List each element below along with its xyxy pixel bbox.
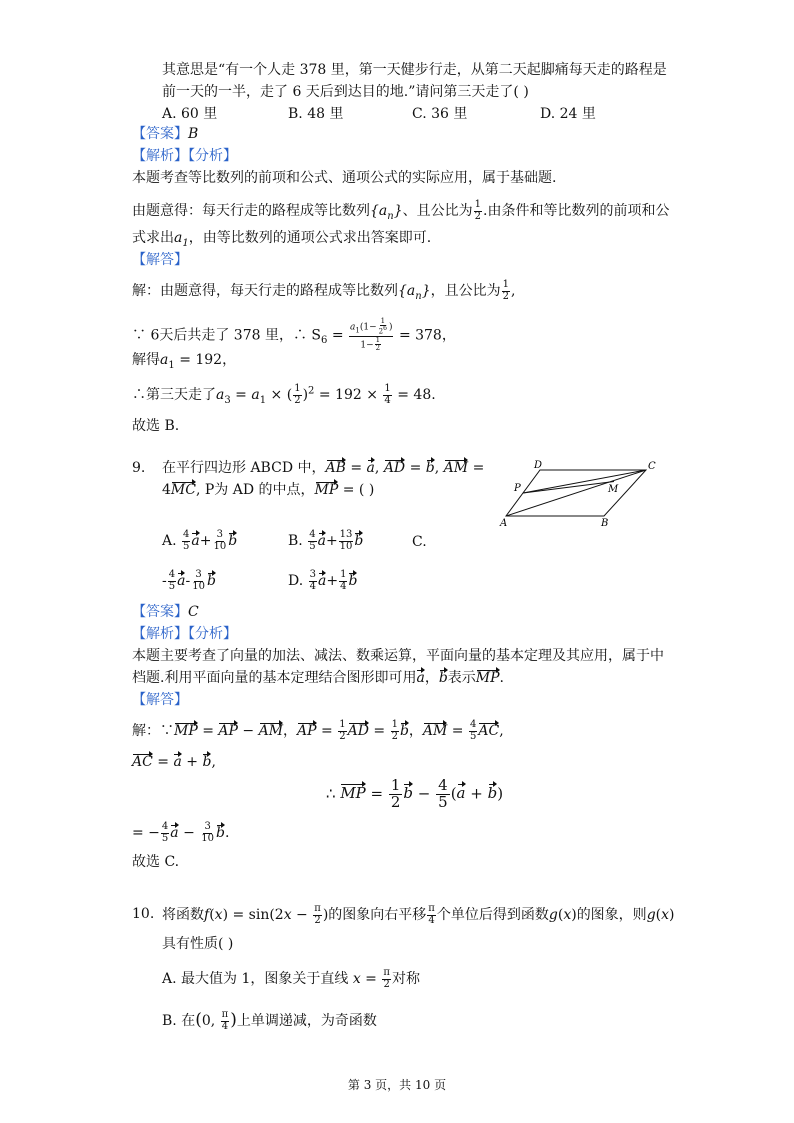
q8-intro-line2: 前一天的一半，走了 6 天后到达目的地.”请问第三天走了( ) bbox=[162, 84, 529, 100]
q9-option-b: B. $\frac{4}{5}$ a+ $\frac{13}{10}$ b bbox=[288, 529, 364, 552]
q9-solution-line4: = − $\frac{4}{5}$ a − $\frac{3}{10}$ b. bbox=[132, 821, 230, 844]
q8-solution-line3: 解得$a_1 = 192$， bbox=[132, 352, 237, 371]
q10-option-b: B. 在(0, $\frac{\pi}{4}$ )上单调递减，为奇函数 bbox=[162, 1009, 377, 1032]
label-b: B bbox=[601, 518, 609, 529]
q9-option-c: C. bbox=[412, 534, 427, 550]
label-a: A bbox=[500, 518, 508, 529]
q8-intro-line1: 其意思是“有一个人走 378 里，第一天健步行走，从第二天起脚痛每天走的路程是 bbox=[162, 62, 667, 78]
q8-option-a: A. 60 里 bbox=[162, 106, 218, 122]
q8-option-d: D. 24 里 bbox=[540, 106, 596, 122]
q8-analysis-label: 【解析】【分析】 bbox=[132, 148, 237, 164]
q10-number: 10. bbox=[132, 906, 155, 922]
q8-solution-line1: 解：由题意得，每天行走的路程成等比数列$\{a_n\}$，且公比为 $\frac{1}{2}$ , bbox=[132, 279, 516, 302]
segment-pm bbox=[523, 482, 614, 494]
q8-option-b: B. 48 里 bbox=[288, 106, 344, 122]
answer-label: 【答案】 bbox=[132, 604, 188, 620]
q8-analysis-line1: 本题考查等比数列的前项和公式、通项公式的实际应用，属于基础题. bbox=[132, 170, 557, 186]
label-m: M bbox=[608, 484, 619, 495]
q10-stem-line1: 将函数f(x) = sin(2x − $\frac{\pi}{2}$ )的图象向右平移 $\frac{\pi}{4}$ 个单位后得到函数g(x)的图象，则g(x) bbox=[162, 903, 675, 926]
q8-answer bbox=[132, 126, 198, 143]
q9-option-c-expr: - $\frac{4}{5}$ a- $\frac{3}{10}$ b bbox=[162, 569, 216, 592]
q10-option-a: A. 最大值为 1，图象关于直线 x = $\frac{\pi}{2}$ 对称 bbox=[162, 967, 420, 990]
page-footer: 第 3 页，共 10 页 bbox=[347, 1078, 447, 1092]
q9-analysis-line1: 本题主要考查了向量的加法、减法、数乘运算，平面向量的基本定理及其应用，属于中 bbox=[132, 648, 664, 664]
answer-value: B bbox=[188, 126, 199, 142]
q8-conclusion: 故选 B. bbox=[132, 418, 180, 434]
q8-reason-line1: 由题意得：每天行走的路程成等比数列$\{a_n\}$、且公比为 $\frac{1}{2}$ .由条件和等比数列的前项和公 bbox=[132, 199, 670, 222]
q9-solution-label: 【解答】 bbox=[132, 692, 188, 708]
q9-stem-line2: 4MC, P为 AD 的中点，MP = ( ) bbox=[162, 482, 375, 498]
q9-solution-line2: AC = a + b, bbox=[132, 754, 216, 770]
label-p: P bbox=[514, 483, 521, 494]
q8-solution-label: 【解答】 bbox=[132, 252, 188, 268]
q9-solution-line3: ∴ MP = $\frac{1}{2}$ b − $\frac{4}{5}$ (a + b) bbox=[326, 776, 504, 811]
q9-number: 9. bbox=[132, 460, 146, 476]
answer-label: 【答案】 bbox=[132, 126, 188, 142]
q8-reason-line2: 式求出$a_1$，由等比数列的通项公式求出答案即可. bbox=[132, 230, 432, 249]
answer-value: C bbox=[188, 604, 199, 620]
q9-stem-line1: 在平行四边形 ABCD 中，AB = a, AD = b, AM = bbox=[162, 460, 485, 476]
q9-answer bbox=[132, 604, 199, 621]
q8-option-c: C. 36 里 bbox=[412, 106, 468, 122]
q8-solution-line4: ∴第三天走了$a_3 = a_1$ × ( $\frac{1}{2}$ )$^2$ = 192 × $\frac{1}{4}$ = 48. bbox=[132, 383, 436, 406]
label-d: D bbox=[534, 460, 543, 471]
q9-solution-line1: 解：∵MP = AP − AM，AP = $\frac{1}{2}$ AD = $\frac{1}{2}$ b，AM = $\frac{4}{5}$ AC, bbox=[132, 719, 504, 742]
q9-conclusion: 故选 C. bbox=[132, 854, 180, 870]
label-c: C bbox=[648, 461, 656, 472]
q8-solution-line2: ∵ 6天后共走了 378 里，∴ $S_6$ = $a_1(1-$ $\frac{1}{2^6}$ ) 1− $\frac{1}{2}$ = 378， bbox=[132, 317, 456, 353]
parallelogram-figure bbox=[496, 460, 666, 530]
q9-analysis-line2: 档题.利用平面向量的基本定理结合图形即可用a，b表示MP. bbox=[132, 670, 504, 686]
q9-option-a: A. $\frac{4}{5}$ a+ $\frac{3}{10}$ b bbox=[162, 529, 238, 552]
q9-option-d: D. $\frac{3}{4}$ a+ $\frac{1}{4}$ b bbox=[288, 569, 358, 592]
q9-analysis-label: 【解析】【分析】 bbox=[132, 626, 237, 642]
q10-stem-line2: 具有性质( ) bbox=[162, 936, 234, 952]
